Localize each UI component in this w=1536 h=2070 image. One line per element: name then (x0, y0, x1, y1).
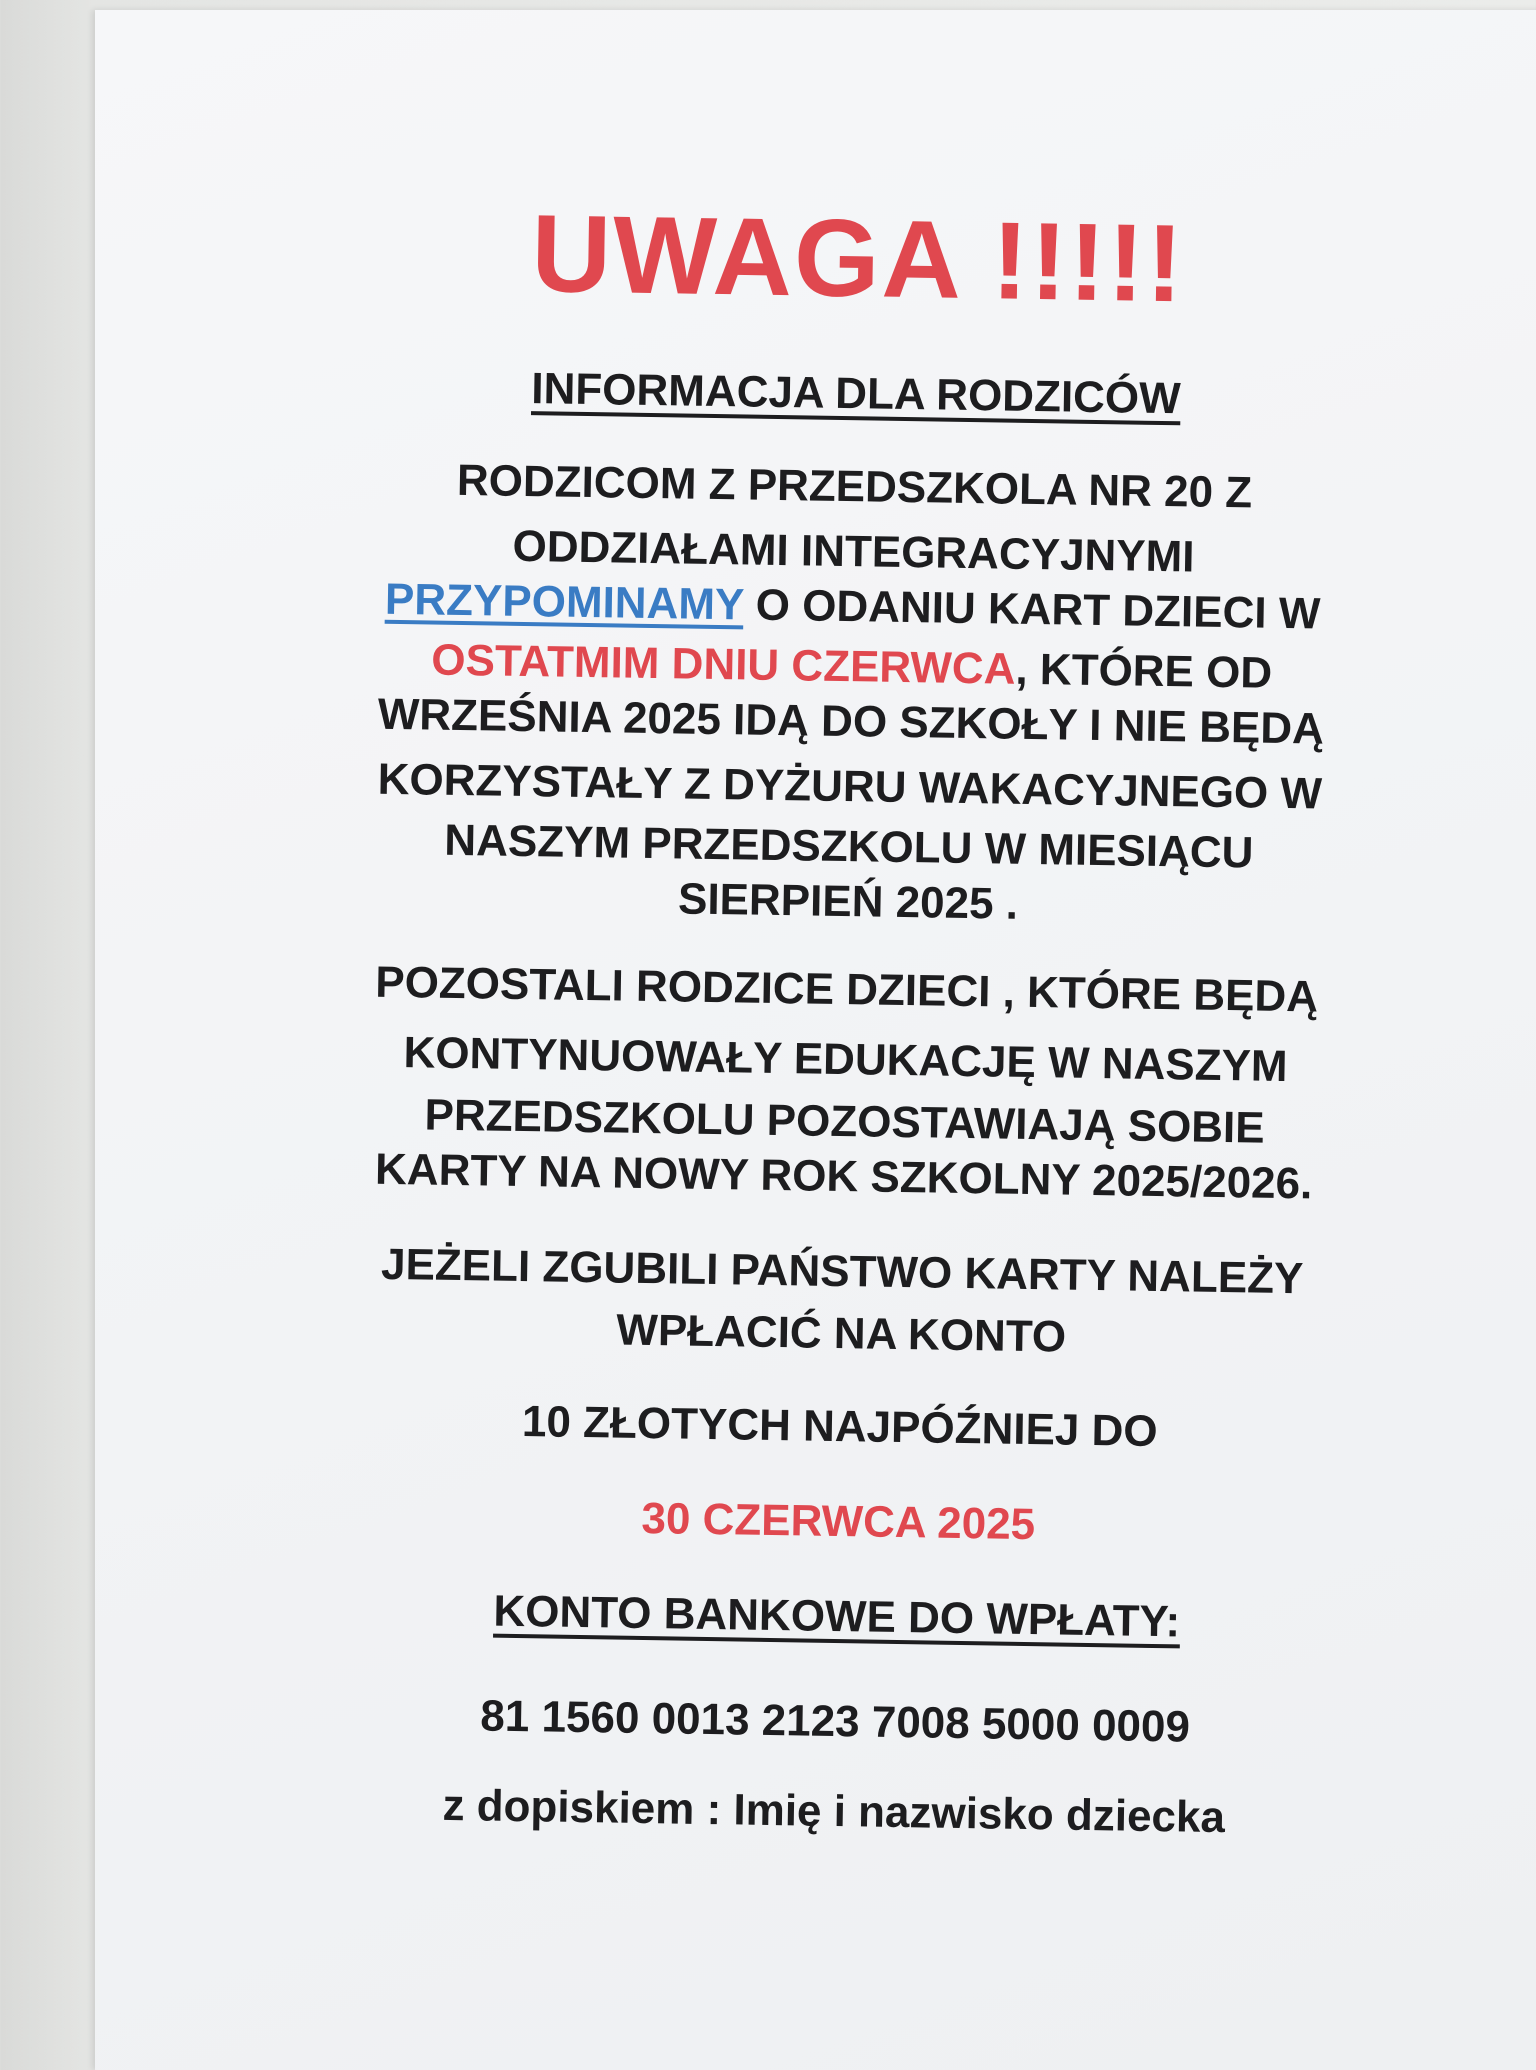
amount-line: 10 ZŁOTYCH NAJPÓŹNIEJ DO (521, 1397, 1158, 1457)
przypominamy-highlight: PRZYPOMINAMY (384, 574, 744, 630)
account-number: 81 1560 0013 2123 7008 5000 0009 (480, 1691, 1191, 1752)
p2-line4: KARTY NA NOWY ROK SZKOLNY 2025/2026. (374, 1144, 1313, 1209)
p1-line5: WRZEŚNIA 2025 IDĄ DO SZKOŁY I NIE BĘDĄ (377, 689, 1325, 754)
p1-line6: KORZYSTAŁY Z DYŻURU WAKACYJNEGO W (377, 754, 1323, 819)
notice-heading: INFORMACJA DLA RODZICÓW (531, 364, 1182, 424)
p1-line8: SIERPIEŃ 2025 . (677, 874, 1019, 929)
deadline-highlight: OSTATMIM DNIU CZERWCA (430, 635, 1016, 694)
transfer-note: z dopiskiem : Imię i nazwisko dziecka (442, 1780, 1226, 1843)
p2-line3: PRZEDSZKOLU POZOSTAWIAJĄ SOBIE (424, 1090, 1265, 1153)
p1-line7: NASZYM PRZEDSZKOLU W MIESIĄCU (444, 815, 1254, 878)
p1-line4-rest: , KTÓRE OD (1015, 644, 1273, 698)
p3-line1: JEŻELI ZGUBILI PAŃSTWO KARTY NALEŻY (380, 1239, 1304, 1304)
p3-line2: WPŁACIĆ NA KONTO (616, 1305, 1067, 1362)
notice-title: UWAGA !!!!! (530, 192, 1186, 326)
p1-line2: ODDZIAŁAMI INTEGRACYJNYMI (512, 521, 1195, 582)
p1-line3-rest: O ODANIU KART DZIECI W (743, 580, 1321, 639)
p2-line2: KONTYNUOWAŁY EDUKACJĘ W NASZYM (403, 1028, 1288, 1092)
bank-heading: KONTO BANKOWE DO WPŁATY: (493, 1586, 1181, 1647)
p1-line1: RODZICOM Z PRZEDSZKOLA NR 20 Z (456, 455, 1253, 518)
p2-line1: POZOSTALI RODZICE DZIECI , KTÓRE BĘDĄ (374, 957, 1319, 1022)
deadline-date: 30 CZERWCA 2025 (641, 1493, 1036, 1550)
